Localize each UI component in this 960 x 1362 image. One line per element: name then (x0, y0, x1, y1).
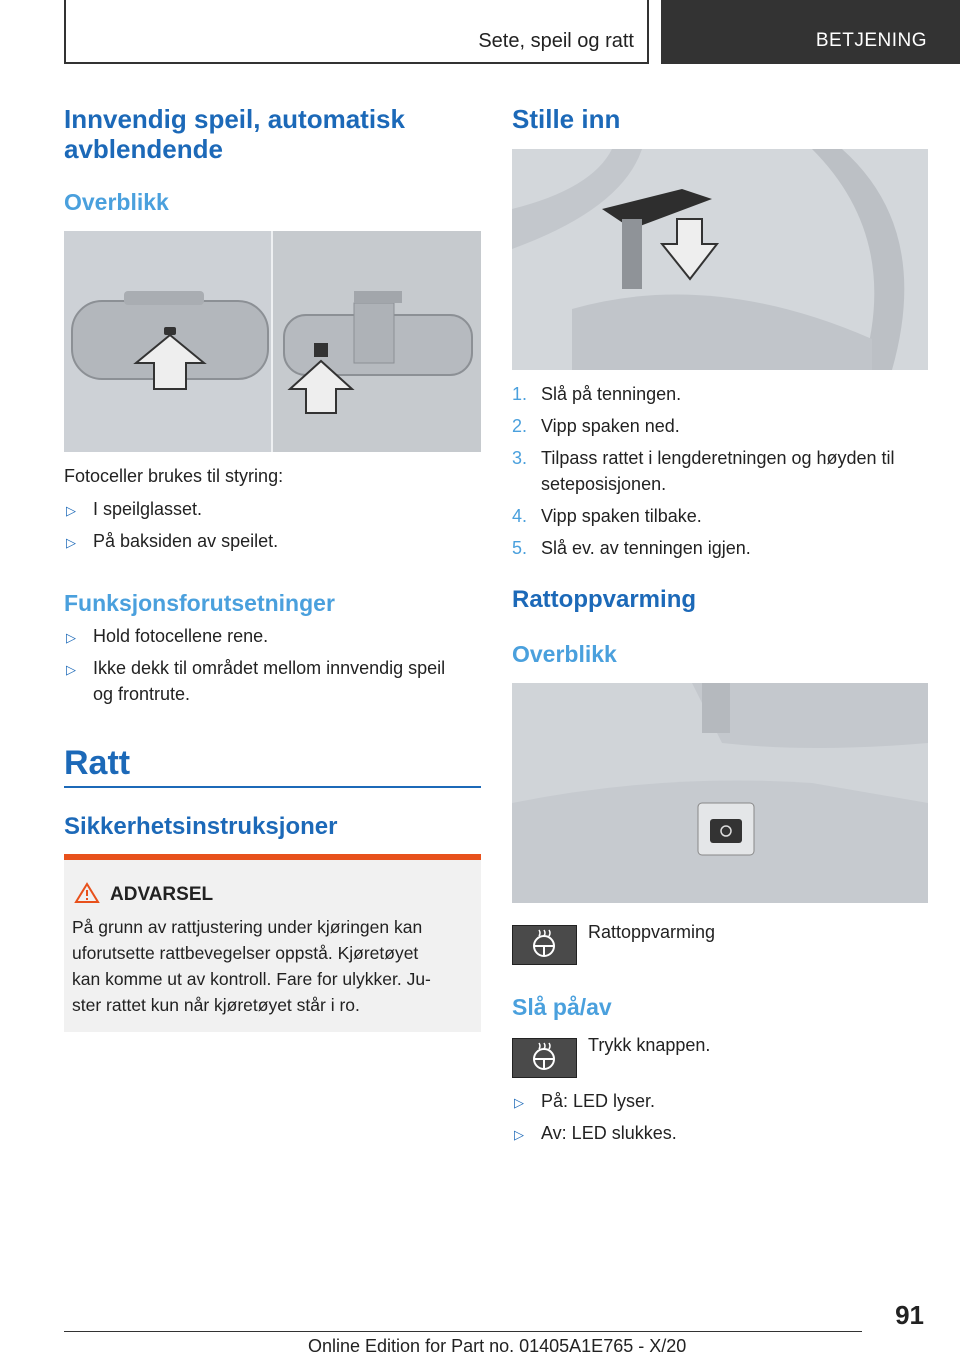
state-item-on: På: LED lyser. (541, 1091, 656, 1111)
bullet-icon: ▷ (514, 1127, 524, 1142)
prereq-item-1: Hold fotocellene rene. (93, 626, 269, 646)
mirror-title-line1: Innvendig speil, automatisk (64, 104, 405, 134)
press-button-text: Trykk knappen. (588, 1035, 711, 1055)
mirror-overview-heading: Overblikk (64, 189, 169, 215)
warning-triangle-icon (74, 882, 100, 904)
bullet-icon: ▷ (66, 630, 76, 645)
photocell-item-2: På baksiden av speilet. (93, 531, 279, 551)
prereq-heading: Funksjonsforutsetninger (64, 590, 335, 616)
mirror-illustration (64, 231, 481, 452)
bullet-icon: ▷ (66, 535, 76, 550)
warning-line-3: kan komme ut av kontroll. Fare for ulykker. Ju- (72, 969, 431, 989)
steering-lever-illustration (512, 149, 928, 370)
heating-overview-heading: Overblikk (512, 641, 617, 667)
warning-label: ADVARSEL (110, 884, 214, 905)
heating-heading: Rattoppvarming (512, 586, 697, 613)
steering-lever-photo (512, 149, 928, 370)
bullet-icon: ▷ (66, 503, 76, 518)
prereq-item-2-cont: og frontrute. (93, 684, 191, 704)
footer-rule (64, 1331, 862, 1332)
steering-wheel-heading: Ratt (64, 744, 131, 782)
step-text-5: Slå ev. av tenningen igjen. (541, 538, 751, 558)
step-number-4: 4. (512, 506, 528, 526)
steering-heat-icon (513, 926, 576, 964)
adjust-heading: Stille inn (512, 104, 621, 134)
photocell-item-1: I speilglasset. (93, 499, 203, 519)
footer-edition: Online Edition for Part no. 01405A1E765 - X/20 (308, 1336, 687, 1356)
heating-button-thumbnail (512, 925, 577, 965)
header-chapter-tab: BETJENING (661, 0, 960, 64)
mirror-photo (64, 231, 481, 452)
step-number-3: 3. (512, 448, 528, 468)
step-number-2: 2. (512, 416, 528, 436)
warning-line-2: uforutsette rattbevegelser oppstå. Kjøretøyet (72, 943, 419, 963)
header-section-title: Sete, speil og ratt (478, 30, 634, 52)
safety-heading: Sikkerhetsinstruksjoner (64, 813, 338, 840)
onoff-heading: Slå på/av (512, 994, 612, 1020)
warning-line-4: ster rattet kun når kjøretøyet står i ro. (72, 995, 360, 1015)
step-number-5: 5. (512, 538, 528, 558)
step-text-1: Slå på tenningen. (541, 384, 682, 404)
step-text-4: Vipp spaken tilbake. (541, 506, 702, 526)
page-number: 91 (895, 1300, 924, 1330)
photocell-intro: Fotoceller brukes til styring: (64, 466, 284, 486)
warning-box (64, 854, 481, 1032)
steering-heat-icon (513, 1039, 576, 1077)
bullet-icon: ▷ (514, 1095, 524, 1110)
bullet-icon: ▷ (66, 662, 76, 677)
heading-rule (64, 786, 481, 788)
heating-button-photo (512, 683, 928, 903)
step-text-3-cont: seteposisjonen. (541, 474, 667, 494)
step-text-2: Vipp spaken ned. (541, 416, 680, 436)
prereq-item-2: Ikke dekk til området mellom innvendig speil (93, 658, 446, 678)
mirror-title-line2: avblendende (64, 134, 223, 164)
state-item-off: Av: LED slukkes. (541, 1123, 677, 1143)
heating-button-illustration (512, 683, 928, 903)
step-text-3: Tilpass rattet i lengderetningen og høyden til (541, 448, 895, 468)
heating-button-caption: Rattoppvarming (588, 922, 716, 942)
heating-button-thumbnail-2 (512, 1038, 577, 1078)
step-number-1: 1. (512, 384, 528, 404)
warning-line-1: På grunn av rattjustering under kjøringen kan (72, 917, 423, 937)
